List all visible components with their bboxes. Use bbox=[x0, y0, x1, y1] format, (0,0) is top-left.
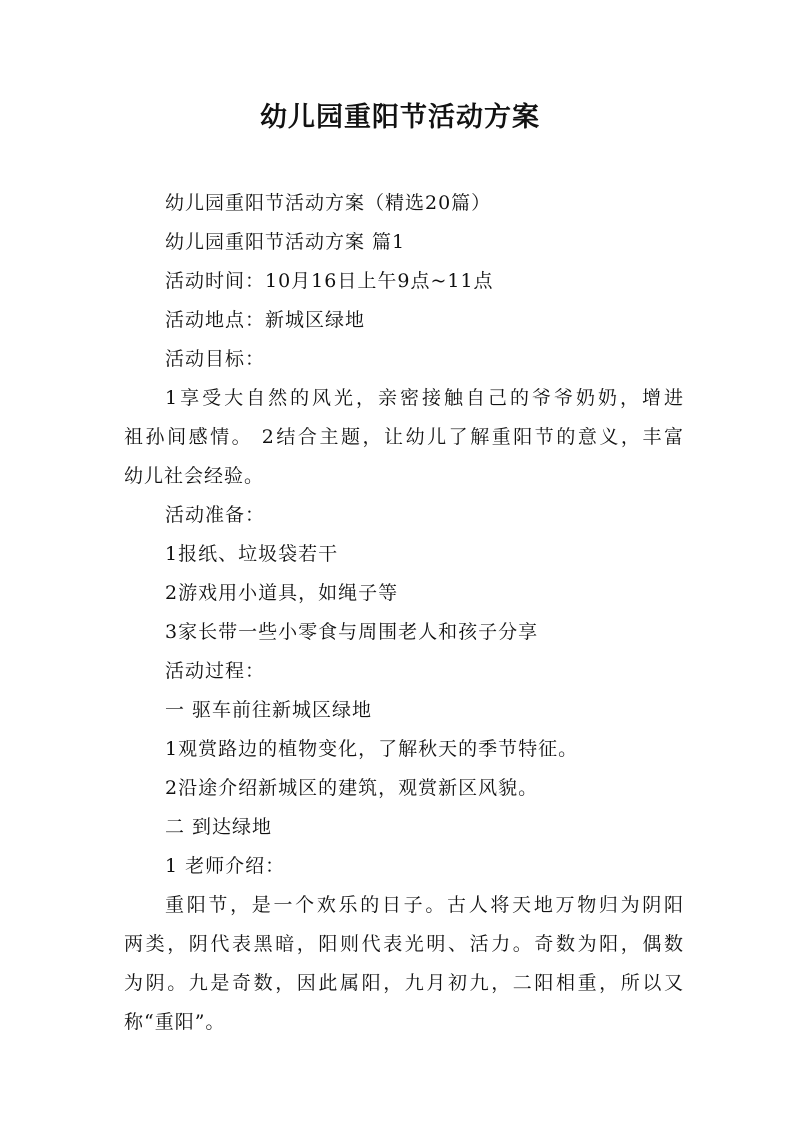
preparation-item: 2游戏用小道具，如绳子等 bbox=[165, 582, 399, 604]
activity-location: 活动地点：新城区绿地 bbox=[165, 309, 366, 331]
process-step: 一 驱车前往新城区绿地 bbox=[165, 699, 373, 721]
intro-paragraph-line: 两类，阴代表黑暗，阳则代表光明、活力。奇数为阳，偶数 bbox=[124, 933, 684, 955]
process-step: 二 到达绿地 bbox=[165, 816, 273, 838]
document-body bbox=[124, 184, 684, 1042]
document-title: 幼儿园重阳节活动方案 bbox=[260, 102, 540, 133]
intro-paragraph-line: 称“重阳”。 bbox=[124, 1011, 226, 1033]
process-heading: 活动过程： bbox=[165, 660, 266, 682]
preparation-item: 3家长带一些小零食与周围老人和孩子分享 bbox=[165, 621, 539, 643]
process-item: 1观赏路边的植物变化，了解秋天的季节特征。 bbox=[165, 738, 579, 760]
preparation-item: 1报纸、垃圾袋若干 bbox=[165, 543, 339, 565]
goals-paragraph-line: 1享受大自然的风光，亲密接触自己的爷爷奶奶，增进 bbox=[165, 387, 684, 409]
subtitle-line: 幼儿园重阳节活动方案（精选20篇） bbox=[165, 192, 492, 214]
intro-paragraph-line: 重阳节，是一个欢乐的日子。古人将天地万物归为阴阳 bbox=[165, 894, 684, 916]
intro-paragraph-line: 为阴。九是奇数，因此属阳，九月初九，二阳相重，所以又 bbox=[124, 972, 684, 994]
goals-heading: 活动目标： bbox=[165, 348, 266, 370]
process-item: 2沿途介绍新城区的建筑，观赏新区风貌。 bbox=[165, 777, 539, 799]
section-heading: 幼儿园重阳节活动方案 篇1 bbox=[165, 231, 406, 253]
preparation-heading: 活动准备： bbox=[165, 504, 266, 526]
goals-paragraph-line: 祖孙间感情。 2结合主题，让幼儿了解重阳节的意义，丰富 bbox=[124, 426, 684, 448]
activity-time: 活动时间：10月16日上午9点~11点 bbox=[165, 270, 494, 292]
goals-paragraph-line: 幼儿社会经验。 bbox=[124, 465, 265, 487]
process-item: 1 老师介绍： bbox=[165, 855, 286, 877]
